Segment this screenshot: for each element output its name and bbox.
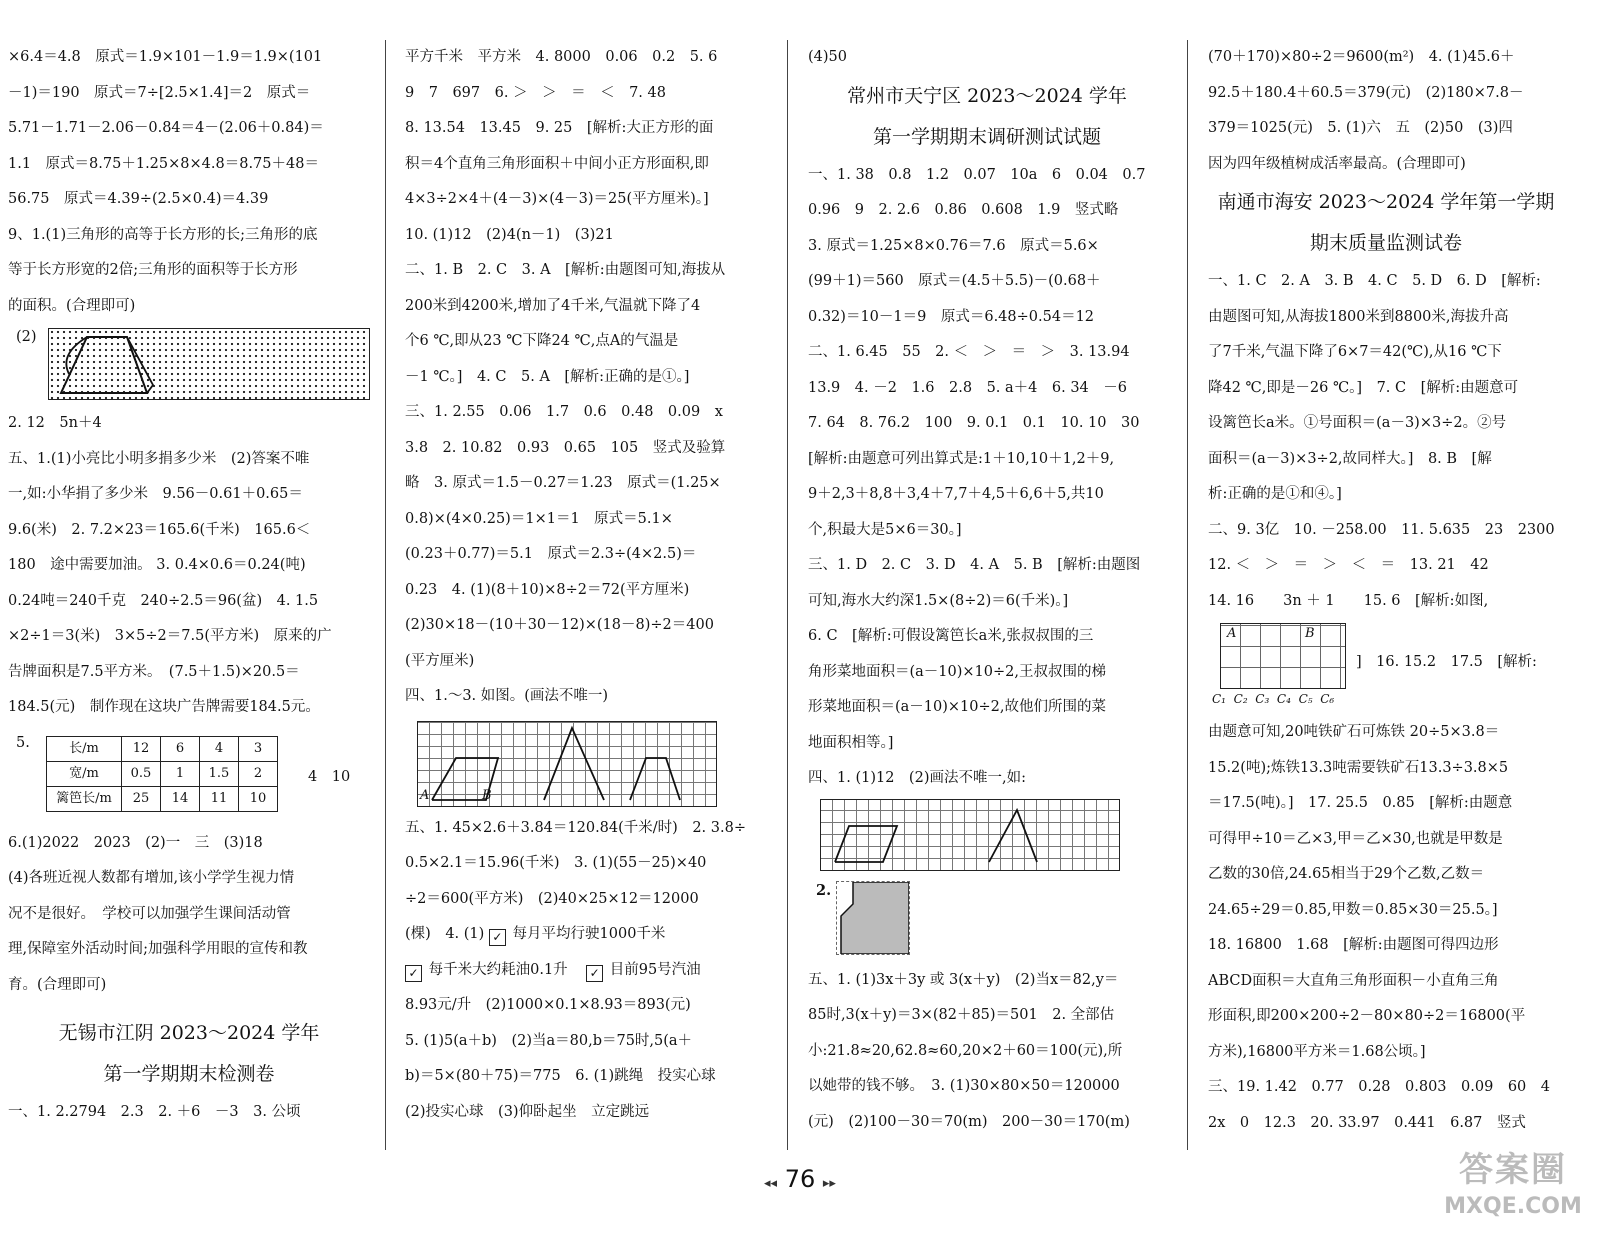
text-line: 8.93元/升 (2)1000×0.1×8.93＝893(元) xyxy=(405,997,691,1013)
text-line: 0.32)＝10－1＝9 原式＝6.48÷0.54＝12 xyxy=(808,308,1095,325)
column-2 xyxy=(405,40,767,1130)
text-line: 降42 ℃,即是－26 ℃。] 7. C [解析:由题意可 xyxy=(1208,379,1519,396)
text-line: 二、1. 6.45 55 2. ＜ ＞ ＝ ＞ 3. 13.94 xyxy=(808,344,1130,360)
question-number: 5. xyxy=(16,734,30,751)
text-line: 以她带的钱不够。 3. (1)30×80×50＝120000 xyxy=(808,1078,1120,1094)
trapezoid-figure xyxy=(49,329,369,399)
text-line: －1)＝190 原式＝7÷[2.5×1.4]＝2 原式＝ xyxy=(8,84,311,101)
text-line: 个,积最大是5×6＝30。] xyxy=(808,521,962,538)
table-cell: 6 xyxy=(161,736,200,761)
option-text: 每月平均行驶1000千米 xyxy=(512,926,666,942)
dot-grid xyxy=(48,328,370,400)
column-3 xyxy=(808,40,1166,1140)
text-line: (0.23＋0.77)＝5.1 原式＝2.3÷(4×2.5)＝ xyxy=(405,546,697,562)
text-line: 告牌面积是7.5平方米。 (7.5＋1.5)×20.5＝ xyxy=(8,663,300,680)
text-line: (99＋1)＝560 原式＝(4.5＋5.5)－(0.68＋ xyxy=(808,273,1101,289)
table-cell: 12 xyxy=(122,736,161,761)
text-line: b)＝5×(80＋75)＝775 6. (1)跳绳 投实心球 xyxy=(405,1068,716,1084)
point-label: C₂ xyxy=(1233,692,1248,706)
text-line: 等于长方形宽的2倍;三角形的面积等于长方形 xyxy=(8,262,298,278)
text-line: 三、1. D 2. C 3. D 4. A 5. B [解析:由题图 xyxy=(808,557,1141,573)
figure-block xyxy=(405,715,767,811)
option-text: 每千米大约耗油0.1升 xyxy=(428,961,568,978)
text-line: 14. 16 3n ＋ 1 15. 6 [解析:如图, xyxy=(1208,592,1489,609)
table-cell: 4 xyxy=(200,736,239,761)
point-label: C₁ xyxy=(1212,692,1226,706)
text-line: [解析:由题意可列出算式是:1＋10,10＋1,2＋9, xyxy=(808,450,1115,467)
text-line: 理,保障室外活动时间;加强科学用眼的宣传和教 xyxy=(8,941,308,957)
text-line: 一、1. C 2. A 3. B 4. C 5. D 6. D [解析: xyxy=(1208,273,1541,289)
text-line: 379＝1025(元) 5. (1)六 五 (2)50 (3)四 xyxy=(1208,120,1513,136)
point-label: C₅ xyxy=(1298,692,1313,706)
text-line: 五、1.(1)小亮比小明多捐多少米 (2)答案不唯 xyxy=(8,450,310,467)
text-line: (2)30×18－(10＋30－12)×(18－8)÷2＝400 xyxy=(405,617,714,633)
text-line: 92.5＋180.4＋60.5＝379(元) (2)180×7.8－ xyxy=(1208,84,1524,101)
section-heading: 南通市海安 2023～2024 学年第一学期 xyxy=(1217,191,1555,213)
text-line: 85时,3(x＋y)＝3×(82＋85)＝501 2. 全部估 xyxy=(808,1007,1115,1023)
table-row xyxy=(47,761,278,786)
figure-label: (2) xyxy=(16,329,37,345)
text-line: 平方千米 平方米 4. 8000 0.06 0.2 5. 6 xyxy=(405,49,718,65)
column-1 xyxy=(8,40,370,1131)
table-head: 宽/m xyxy=(47,761,122,786)
answer-table-block xyxy=(8,726,370,826)
table-cell: 1 xyxy=(161,761,200,786)
text-line: (70＋170)×80÷2＝9600(m²) 4. (1)45.6＋ xyxy=(1208,49,1515,65)
text-line: ×2÷1＝3(米) 3×5÷2＝7.5(平方米) 原来的广 xyxy=(8,628,332,644)
text-line: 二、9. 3亿 10. －258.00 11. 5.635 23 2300 xyxy=(1208,521,1555,538)
text-line: 四、1. (1)12 (2)画法不唯一,如: xyxy=(808,770,1026,786)
shaded-shape xyxy=(837,882,909,954)
section-heading: 第一学期期末调研测试试题 xyxy=(872,125,1101,148)
text-line: 形菜地面积＝(a－10)×10÷2,故他们所围的菜 xyxy=(808,699,1106,715)
checkbox-checked: ✓ xyxy=(489,929,506,946)
text-line: ＝17.5(吨)。] 17. 25.5 0.85 [解析:由题意 xyxy=(1208,795,1513,811)
text-line: 10. (1)12 (2)4(n－1) (3)21 xyxy=(405,226,614,243)
figure-block xyxy=(808,797,1166,873)
text-line: 13.9 4. －2 1.6 2.8 5. a＋4 6. 34 －6 xyxy=(808,379,1128,396)
table-cell: 11 xyxy=(200,786,239,811)
point-label: B xyxy=(1305,626,1315,641)
text-line: 9.6(米) 2. 7.2×23＝165.6(千米) 165.6＜ xyxy=(8,521,311,538)
parallelogram-figure xyxy=(418,722,716,806)
text-line: 2. 12 5n＋4 xyxy=(8,415,102,431)
text-line: 小:21.8≈20,62.8≈60,20×2＋60＝100(元),所 xyxy=(808,1042,1123,1059)
text-line: 的面积。(合理即可) xyxy=(8,297,136,314)
text-line: ÷2＝600(平方米) (2)40×25×12＝12000 xyxy=(405,890,699,907)
figure-block xyxy=(1208,619,1564,715)
text-line: (平方厘米) xyxy=(405,652,475,669)
text-line: 析:正确的是①和④。] xyxy=(1208,486,1342,502)
column-4 xyxy=(1208,40,1564,1141)
point-label: A xyxy=(1227,626,1237,641)
text-line: (2)投实心球 (3)仰卧起坐 立定跳远 xyxy=(405,1103,650,1120)
text-line: 由题图可知,从海拔1800米到8800米,海拔升高 xyxy=(1208,308,1509,325)
text-line: 了7千米,气温下降了6×7＝42(℃),从16 ℃下 xyxy=(1208,344,1502,360)
parallelogram-figure xyxy=(821,800,1119,870)
point-label: C₄ xyxy=(1276,692,1291,706)
page-number: 76 xyxy=(784,1165,816,1193)
section-heading: 常州市天宁区 2023～2024 学年 xyxy=(847,84,1127,107)
section-heading: 第一学期期末检测卷 xyxy=(103,1063,275,1085)
text-line: 可知,海水大约深1.5×(8÷2)＝6(千米)。] xyxy=(808,592,1069,609)
text-line: 5. (1)5(a＋b) (2)当a＝80,b＝75时,5(a＋ xyxy=(405,1032,693,1049)
text-line: 0.23 4. (1)(8＋10)×8÷2＝72(平方厘米) xyxy=(405,581,690,598)
checkbox-checked: ✓ xyxy=(586,965,603,982)
text-line: 200米到4200米,增加了4千米,气温就下降了4 xyxy=(405,297,701,314)
watermark-logo xyxy=(1432,1148,1594,1240)
dashed-grid xyxy=(1220,623,1346,689)
text-line: 6.(1)2022 2023 (2)一 三 (3)18 xyxy=(8,834,263,851)
text-segment: ] 16. 15.2 17.5 [解析: xyxy=(1356,654,1537,670)
text-line: 角形菜地面积＝(a－10)×10÷2,王叔叔围的梯 xyxy=(808,663,1106,680)
next-arrows-icon: ▸▸ xyxy=(822,1176,836,1191)
text-line: 0.8)×(4×0.25)＝1×1＝1 原式＝5.1× xyxy=(405,510,673,527)
text-line: 15.2(吨);炼铁13.3吨需要铁矿石13.3÷3.8×5 xyxy=(1208,759,1509,776)
text-line: 五、1. 45×2.6＋3.84＝120.84(千米/时) 2. 3.8÷ xyxy=(405,819,746,836)
dashed-square xyxy=(836,881,910,955)
text-line: 0.24吨＝240千克 240÷2.5＝96(盆) 4. 1.5 xyxy=(8,592,319,609)
option-text: 目前95号汽油 xyxy=(609,961,701,978)
table-cell: 1.5 xyxy=(200,761,239,786)
table-head: 长/m xyxy=(47,736,122,761)
figure-dot-grid xyxy=(8,324,370,406)
text-line: 6. C [解析:可假设篱笆长a米,张叔叔围的三 xyxy=(808,628,1094,644)
text-line: 24.65÷29＝0.85,甲数＝0.85×30＝25.5。] xyxy=(1208,901,1498,918)
text-line: (元) (2)100－30＝70(m) 200－30＝170(m) xyxy=(808,1113,1130,1130)
text-line: 方米),16800平方米＝1.68公顷。] xyxy=(1208,1043,1426,1060)
text-line: (4)各班近视人数都有增加,该小学学生视力情 xyxy=(8,870,295,886)
text-line: 2x 0 12.3 20. 33.97 0.441 6.87 竖式 xyxy=(1208,1114,1526,1131)
text-line: 56.75 原式＝4.39÷(2.5×0.4)＝4.39 xyxy=(8,191,269,207)
table-cell: 10 xyxy=(239,786,278,811)
text-line: 四、1.～3. 如图。(画法不唯一) xyxy=(405,688,609,704)
text-segment: (棵) 4. (1) xyxy=(405,926,485,942)
text-line: 三、19. 1.42 0.77 0.28 0.803 0.09 60 4 xyxy=(1208,1079,1550,1095)
text-line: 12. ＜ ＞ ＝ ＞ ＜ ＝ 13. 21 42 xyxy=(1208,557,1489,573)
text-line: 0.5×2.1＝15.96(千米) 3. (1)(55－25)×40 xyxy=(405,855,707,871)
text-line: 乙数的30倍,24.65相当于29个乙数,乙数＝ xyxy=(1208,866,1485,882)
table-cell: 14 xyxy=(161,786,200,811)
text-line: ×6.4＝4.8 原式＝1.9×101－1.9＝1.9×(101 xyxy=(8,49,323,65)
text-line: 可得甲÷10＝乙×3,甲＝乙×30,也就是甲数是 xyxy=(1208,830,1503,847)
text-line: 育。(合理即可) xyxy=(8,976,107,993)
section-heading: 期末质量监测试卷 xyxy=(1309,232,1462,254)
column-divider xyxy=(385,40,386,1150)
text-line: ABCD面积＝大直角三角形面积－小直角三角 xyxy=(1208,972,1499,989)
text-line: 地面积相等。] xyxy=(808,734,894,751)
text-line: 1.1 原式＝8.75＋1.25×8×4.8＝8.75＋48＝ xyxy=(8,155,319,172)
text-line: 184.5(元) 制作现在这块广告牌需要184.5元。 xyxy=(8,699,320,715)
table-cell: 3 xyxy=(239,736,278,761)
table-cell: 0.5 xyxy=(122,761,161,786)
table-after-text: 4 10 xyxy=(308,768,351,785)
page-footer xyxy=(0,1165,1600,1193)
c-labels xyxy=(1212,689,1362,709)
fence-table xyxy=(46,736,278,812)
text-line: 五、1. (1)3x＋3y 或 3(x＋y) (2)当x＝82,y＝ xyxy=(808,971,1119,988)
watermark-url: MXQE.COM xyxy=(1444,1194,1582,1219)
text-line: 0.96 9 2. 2.6 0.86 0.608 1.9 竖式略 xyxy=(808,202,1119,218)
text-line: 一,如:小华捐了多少米 9.56－0.61＋0.65＝ xyxy=(8,486,303,502)
text-line: 二、1. B 2. C 3. A [解析:由题图可知,海拔从 xyxy=(405,262,726,278)
point-label: B xyxy=(482,787,492,803)
table-cell: 2 xyxy=(239,761,278,786)
text-line: 个6 ℃,即从23 ℃下降24 ℃,点A的气温是 xyxy=(405,333,679,349)
table-cell: 25 xyxy=(122,786,161,811)
text-line: 7. 64 8. 76.2 100 9. 0.1 0.1 10. 10 30 xyxy=(808,415,1140,431)
text-line: 因为四年级植树成活率最高。(合理即可) xyxy=(1208,155,1466,172)
dashed-grid xyxy=(820,799,1120,871)
text-line: －1 ℃。] 4. C 5. A [解析:正确的是①。] xyxy=(405,368,690,385)
prev-arrows-icon: ◂◂ xyxy=(764,1176,778,1191)
column-divider xyxy=(787,40,788,1150)
text-line xyxy=(405,953,767,989)
point-label: C₆ xyxy=(1320,692,1335,706)
table-head: 篱笆长/m xyxy=(47,786,122,811)
text-line: 8. 13.54 13.45 9. 25 [解析:大正方形的面 xyxy=(405,120,714,136)
point-label: A xyxy=(420,787,430,803)
text-line: 略 3. 原式＝1.5－0.27＝1.23 原式＝(1.25× xyxy=(405,475,721,491)
figure-label: 2. xyxy=(816,881,832,899)
text-line xyxy=(405,917,767,953)
text-line: 设篱笆长a米。①号面积＝(a－3)×3÷2。②号 xyxy=(1208,415,1507,431)
text-line: 一、1. 2.2794 2.3 2. ＋6 －3 3. 公顷 xyxy=(8,1104,301,1120)
table-row xyxy=(47,736,278,761)
text-line: 9 7 697 6. ＞ ＞ ＝ ＜ 7. 48 xyxy=(405,84,666,101)
text-line: 5.71－1.71－2.06－0.84＝4－(2.06＋0.84)＝ xyxy=(8,120,324,136)
text-line: 3.8 2. 10.82 0.93 0.65 105 竖式及验算 xyxy=(405,439,726,456)
text-line: 三、1. 2.55 0.06 1.7 0.6 0.48 0.09 x xyxy=(405,404,723,420)
point-label: C₃ xyxy=(1255,692,1270,706)
text-line: 由题意可知,20吨铁矿石可炼铁 20÷5×3.8＝ xyxy=(1208,724,1500,740)
text-line: 9＋2,3＋8,8＋3,4＋7,7＋4,5＋6,6＋5,共10 xyxy=(808,486,1104,502)
figure-block xyxy=(808,873,1166,963)
text-line: 况不是很好。 学校可以加强学生课间活动管 xyxy=(8,905,291,922)
checkbox-checked: ✓ xyxy=(405,965,422,982)
dashed-grid xyxy=(417,721,717,807)
text-line: 形面积,即200×200÷2－80×80÷2＝16800(平 xyxy=(1208,1008,1526,1024)
column-divider xyxy=(1187,40,1188,1150)
text-line: 4×3÷2×4＋(4－3)×(4－3)＝25(平方厘米)。] xyxy=(405,191,709,207)
text-line: 一、1. 38 0.8 1.2 0.07 10a 6 0.04 0.7 xyxy=(808,166,1146,183)
table-row xyxy=(47,786,278,811)
text-line: 18. 16800 1.68 [解析:由题图可得四边形 xyxy=(1208,937,1499,953)
watermark-text: 答案圈 xyxy=(1459,1150,1567,1190)
text-line: 面积＝(a－3)×3÷2,故同样大。] 8. B [解 xyxy=(1208,450,1492,467)
text-line: 9、1.(1)三角形的高等于长方形的长;三角形的底 xyxy=(8,226,318,243)
text-line: 积＝4个直角三角形面积＋中间小正方形面积,即 xyxy=(405,155,709,172)
text-line: 180 途中需要加油。 3. 0.4×0.6＝0.24(吨) xyxy=(8,557,306,573)
text-line: 3. 原式＝1.25×8×0.76＝7.6 原式＝5.6× xyxy=(808,237,1099,254)
section-heading: 无锡市江阴 2023～2024 学年 xyxy=(58,1022,320,1044)
text-line: (4)50 xyxy=(808,49,847,65)
